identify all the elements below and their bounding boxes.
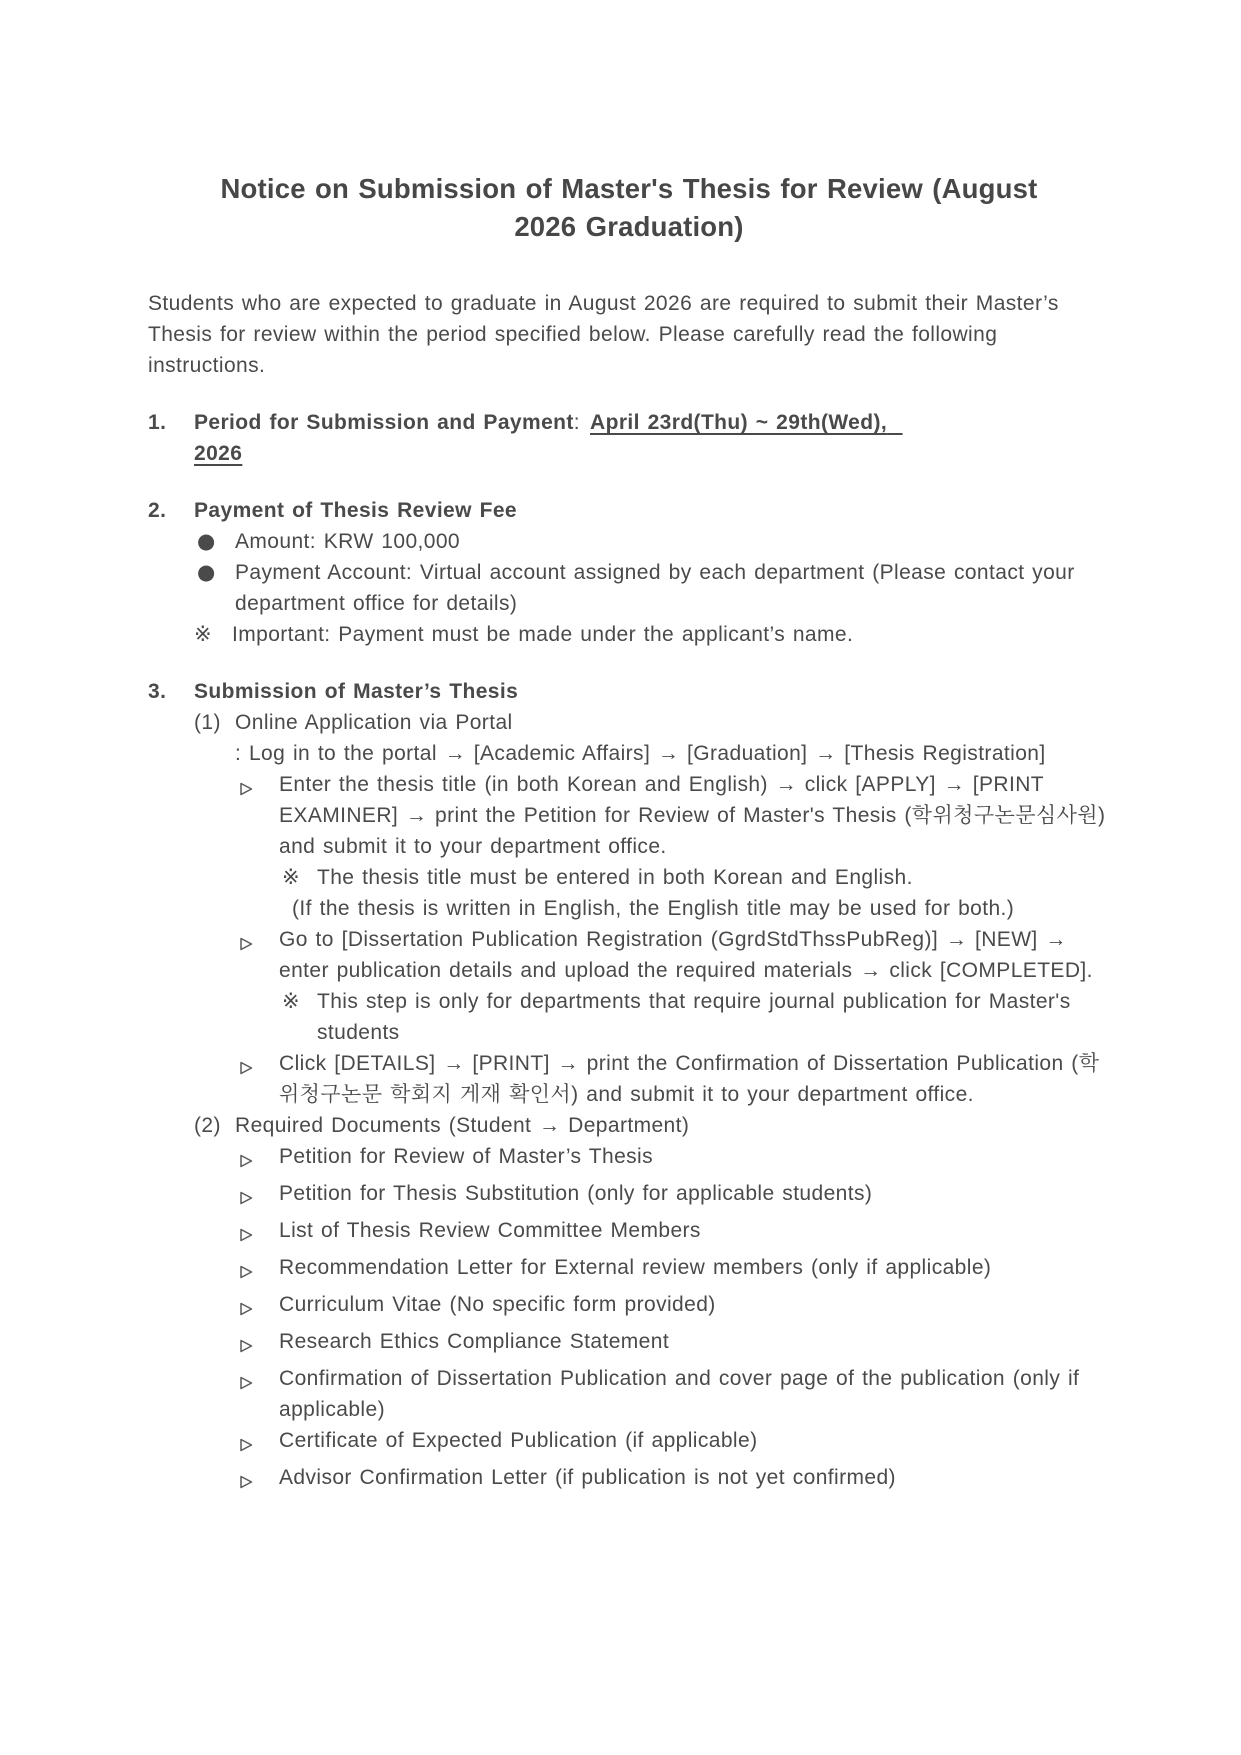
doc-text: Petition for Thesis Substitution (only for applicable students) <box>279 1182 873 1205</box>
doc-list-item <box>238 1326 1110 1363</box>
section-payment-heading: Payment of Thesis Review Fee <box>194 499 517 522</box>
section-submission <box>148 676 1110 1499</box>
sub2-title: Required Documents (Student → Department) <box>235 1114 690 1137</box>
online-application-block <box>194 707 1110 1499</box>
section-payment-body <box>194 495 1110 650</box>
arrow-bullet-icon <box>238 769 279 862</box>
date-line1: April 23rd(Thu) ~ 29th(Wed), <box>590 411 888 434</box>
doc-list-item <box>238 1425 1110 1462</box>
payment-account-text: Payment Account: Virtual account assigned by each department (Please contact your department office for details) <box>235 561 1075 615</box>
payment-important-note <box>194 619 1110 650</box>
step-item <box>238 769 1110 862</box>
doc-list-item <box>238 1141 1110 1178</box>
title-line2: 2026 Graduation) <box>514 211 744 242</box>
sub1-title-row <box>194 707 1110 738</box>
doc-text: Research Ethics Compliance Statement <box>279 1330 670 1353</box>
section-period-body <box>194 407 1110 469</box>
reference-mark-icon: ※ <box>194 622 212 646</box>
step-note <box>282 862 1110 893</box>
title-line1: Notice on Submission of Master's Thesis for Review (August <box>220 173 1038 204</box>
arrow-bullet-icon <box>238 1252 279 1289</box>
section-payment <box>148 495 1110 650</box>
sub1-title: Online Application via Portal <box>235 711 513 734</box>
arrow-bullet-icon <box>238 1048 279 1110</box>
doc-list-item <box>238 1289 1110 1326</box>
doc-list-item <box>238 1178 1110 1215</box>
step-item <box>238 924 1110 986</box>
step-note <box>282 986 1110 1048</box>
doc-text: Recommendation Letter for External review members (only if applicable) <box>279 1256 992 1279</box>
doc-list-item <box>238 1215 1110 1252</box>
doc-list-item <box>238 1462 1110 1499</box>
doc-text: Petition for Review of Master’s Thesis <box>279 1145 654 1168</box>
date-line2: 2026 <box>194 442 243 465</box>
doc-list-item <box>238 1363 1110 1425</box>
section-submission-row <box>148 676 1110 707</box>
arrow-bullet-icon <box>238 1425 279 1462</box>
step-text: Enter the thesis title (in both Korean and English) → click [APPLY] → [PRINT EXAMINER] → print the Petition for Review of Master's Thesis (학위청구논문심사원) and submit it to your department office. <box>279 773 1106 858</box>
payment-important-text: Important: Payment must be made under the applicant’s name. <box>232 623 854 646</box>
doc-text: Certificate of Expected Publication (if applicable) <box>279 1429 758 1452</box>
section-period <box>148 407 1110 469</box>
section-period-row <box>148 407 1110 469</box>
step-note-secondary: (If the thesis is written in English, the English title may be used for both.) <box>292 897 1015 920</box>
section-submission-body <box>194 676 1110 707</box>
sub1-label: (1) <box>194 711 221 734</box>
section-payment-number: 2. <box>148 499 167 522</box>
doc-text: Advisor Confirmation Letter (if publication is not yet confirmed) <box>279 1466 896 1489</box>
step-item <box>238 1048 1110 1110</box>
step-text: Go to [Dissertation Publication Registration (GgrdStdThssPubReg)] → [NEW] → enter publication details and upload the required materials → click [COMPLETED]. <box>279 928 1093 982</box>
doc-text: Curriculum Vitae (No specific form provided) <box>279 1293 716 1316</box>
bullet-icon: ● <box>197 560 216 584</box>
arrow-bullet-icon <box>238 1141 279 1178</box>
doc-text: List of Thesis Review Committee Members <box>279 1219 701 1242</box>
section-submission-number: 3. <box>148 680 167 703</box>
bullet-icon: ● <box>197 529 216 553</box>
sub2-title-row <box>194 1110 1110 1141</box>
reference-mark-icon: ※ <box>282 989 300 1013</box>
section-submission-heading: Submission of Master’s Thesis <box>194 680 519 703</box>
doc-text: Confirmation of Dissertation Publication and cover page of the publication (only if applicable) <box>279 1367 1080 1421</box>
section-payment-row <box>148 495 1110 650</box>
section-period-heading: Period for Submission and Payment <box>194 411 574 434</box>
arrow-bullet-icon <box>238 1289 279 1326</box>
arrow-bullet-icon <box>238 1462 279 1499</box>
arrow-bullet-icon <box>238 1215 279 1252</box>
step-note-text: The thesis title must be entered in both Korean and English. <box>317 866 913 889</box>
payment-amount-item <box>197 526 1110 557</box>
section-period-number: 1. <box>148 411 167 434</box>
payment-amount-text: Amount: KRW 100,000 <box>235 530 460 553</box>
doc-list-item <box>238 1252 1110 1289</box>
document-title <box>148 170 1110 246</box>
payment-account-item <box>197 557 1110 619</box>
step-text: Click [DETAILS] → [PRINT] → print the Confirmation of Dissertation Publication (학위청구논문 학회지 게재 확인서) and submit it to your department office. <box>279 1052 1100 1106</box>
arrow-bullet-icon <box>238 1326 279 1363</box>
step-note-text: This step is only for departments that require journal publication for Master's students <box>317 990 1071 1044</box>
arrow-bullet-icon <box>238 924 279 986</box>
section-period-colon: : <box>573 411 581 434</box>
arrow-bullet-icon <box>238 1363 279 1425</box>
portal-path-text: : Log in to the portal → [Academic Affairs] → [Graduation] → [Thesis Registration] <box>235 742 1046 765</box>
reference-mark-icon: ※ <box>282 865 300 889</box>
intro-paragraph: Students who are expected to graduate in August 2026 are required to submit their Master’s Thesis for review within the period specified below. Please carefully read the following instructions. <box>148 292 1059 377</box>
sub2-label: (2) <box>194 1114 221 1137</box>
arrow-bullet-icon <box>238 1178 279 1215</box>
